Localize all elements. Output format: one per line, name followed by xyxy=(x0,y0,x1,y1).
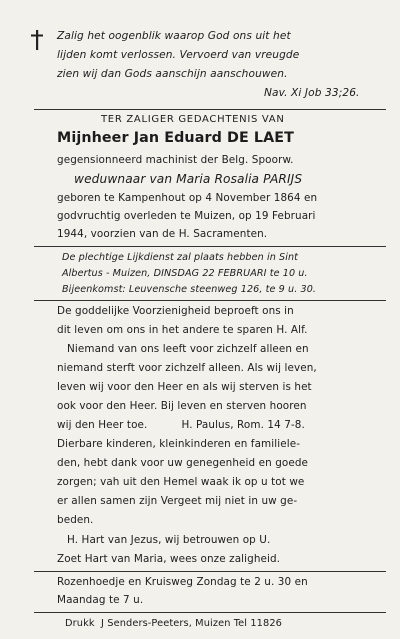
service-line-2: Albertus - Muizen, DINSDAG 22 FEBRUARI te 10 u. xyxy=(62,268,308,279)
body-line-6: ook voor den Heer. Bij leven en sterven hooren xyxy=(57,400,307,412)
bio-line-1: geboren te Kampenhout op 4 November 1864 en xyxy=(57,192,318,204)
bio-line-2: godvruchtig overleden te Muizen, op 19 Februari xyxy=(57,210,316,222)
divider-bottom xyxy=(34,612,386,613)
bio-line-3: 1944, voorzien van de H. Sacramenten. xyxy=(57,228,268,240)
cross-icon xyxy=(30,30,44,50)
body-line-1: De goddelijke Voorzienigheid beproeft ons in xyxy=(57,305,294,317)
prayer-line-2: Zoet Hart van Maria, wees onze zaligheid. xyxy=(57,553,281,565)
prayer-line-1: H. Hart van Jezus, wij betrouwen op U. xyxy=(67,534,271,546)
divider-bio xyxy=(34,246,386,247)
body-line-5: leven wij voor den Heer en als wij sterven is het xyxy=(57,381,312,393)
deceased-name: Mijnheer Jan Eduard DE LAET xyxy=(57,130,295,146)
profession: gegensionneerd machinist der Belg. Spoorw. xyxy=(57,154,294,166)
rosary-line-2: Maandag te 7 u. xyxy=(57,594,144,606)
quote-line-2: lijden komt verlossen. Vervoerd van vreugde xyxy=(57,49,300,61)
body-line-10: zorgen; vah uit den Hemel waak ik op u tot we xyxy=(57,476,305,488)
body-line-12: beden. xyxy=(57,514,94,526)
body-line-3: Niemand van ons leeft voor zichzelf alleen en xyxy=(67,343,309,355)
body-line-2: dit leven om ons in het andere te sparen H. Alf. xyxy=(57,324,308,336)
divider-rosary xyxy=(34,571,386,572)
printer-line: Drukk J Senders-Peeters, Muizen Tel 11826 xyxy=(65,618,282,629)
quote-line-1: Zalig het oogenblik waarop God ons uit het xyxy=(57,30,291,42)
quote-line-3: zien wij dan Gods aanschijn aanschouwen. xyxy=(57,68,288,80)
service-line-3: Bijeenkomst: Leuvensche steenweg 126, te 9 u. 30. xyxy=(62,284,317,295)
divider-top xyxy=(34,109,386,110)
quote-reference: Nav. Xi Job 33;26. xyxy=(264,87,360,99)
widower-of: weduwnaar van Maria Rosalia PARIJS xyxy=(74,172,303,186)
rosary-line-1: Rozenhoedje en Kruisweg Zondag te 2 u. 30 en xyxy=(57,576,308,588)
divider-service xyxy=(34,300,386,301)
body-line-11: er allen samen zijn Vergeet mij niet in uw ge- xyxy=(57,495,298,507)
memorial-heading: TER ZALIGER GEDACHTENIS VAN xyxy=(101,114,285,125)
body-line-9: den, hebt dank voor uw genegenheid en goede xyxy=(57,457,309,469)
body-line-7: wij den Heer toe. H. Paulus, Rom. 14 7-8. xyxy=(57,419,305,431)
body-line-4: niemand sterft voor zichzelf alleen. Als wij leven, xyxy=(57,362,317,374)
service-line-1: De plechtige Lijkdienst zal plaats hebben in Sint xyxy=(62,252,299,263)
body-line-8: Dierbare kinderen, kleinkinderen en familiele- xyxy=(57,438,301,450)
